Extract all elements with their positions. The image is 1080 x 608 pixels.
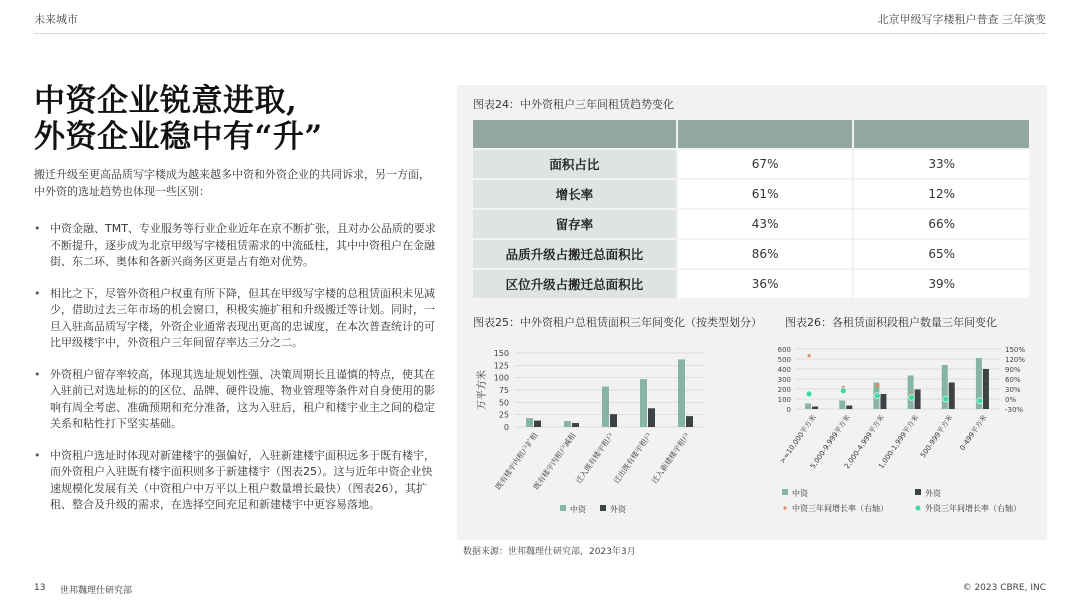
y-tick-label: 0 xyxy=(503,423,509,432)
y-tick-label: 500 xyxy=(777,356,791,364)
fig26-chart xyxy=(765,335,1045,525)
y2-tick-label: 30% xyxy=(1005,386,1021,394)
table-row xyxy=(473,150,1029,180)
bar-domestic xyxy=(805,404,811,410)
row-value-domestic: 61% xyxy=(678,180,855,210)
y-tick-label: 0 xyxy=(786,406,791,414)
legend-label: 中资 xyxy=(792,489,808,498)
bar-domestic xyxy=(526,418,533,427)
table-header-row xyxy=(473,120,1029,150)
growth-point-foreign xyxy=(874,393,880,399)
bar-domestic xyxy=(942,365,948,409)
row-value-foreign: 39% xyxy=(854,270,1029,300)
fig26-title: 图表26：各租赁面积段租户数量三年间变化 xyxy=(785,316,997,329)
footer-copyright: © 2023 CBRE, INC xyxy=(962,583,1046,593)
y-tick-label: 50 xyxy=(498,398,509,408)
page-number: 13 xyxy=(34,583,46,593)
row-value-domestic: 67% xyxy=(678,150,855,180)
table-row xyxy=(473,210,1029,240)
bullet-item: • 外资租户留存率较高，体现其选址规划性强、决策周期长且谨慎的特点，使其在入驻前已对选址标的的区位、品牌、硬件设施、物业管理等条件对自身使用的影响有周全考虑、准确预期和充分准备，这为入驻后，租户和楼宇业主之间的稳定关系和粘性打下坚实基础。 xyxy=(34,367,439,433)
bullet-item: • 相比之下，尽管外资租户权重有所下降，但其在甲级写字楼的总租赁面积未见减少，借助过去三年市场的机会窗口，积极实施扩租和升级搬迁等计划。同时，一旦入驻高品质写字楼，外资企业通常表现出更高的忠诚度，在本次普查统计的可比甲级楼宇中，外资租户三年间留存率达三分之二。 xyxy=(34,286,439,352)
row-value-foreign: 66% xyxy=(854,210,1029,240)
x-tick-label: 迁入新建楼宇租户 xyxy=(649,430,692,486)
y-tick-label: 600 xyxy=(777,346,791,354)
row-label: 增长率 xyxy=(473,180,678,210)
growth-point-foreign xyxy=(977,398,983,404)
legend-label: 中资 xyxy=(570,505,586,514)
table-header-cell xyxy=(473,120,678,150)
row-label: 面积占比 xyxy=(473,150,678,180)
bullet-item: • 中资租户选址时体现对新建楼宇的强偏好，入驻新建楼宇面积远多于既有楼宇，而外资租户入驻既有楼宇面积则多于新建楼宇（图表25）。这与近年中资企业快速规模化发展有关（中资租户中万平以上租户数量增长最快）（图表26），其扩租、整合及升级的需求，在选择空间充足和新建楼宇中更容易落地。 xyxy=(34,448,439,514)
title-line-2: 外资企业稳中有“升” xyxy=(34,119,323,155)
bar-domestic xyxy=(908,376,914,410)
x-tick-label: 既有楼宇内租户扩租 xyxy=(493,430,540,492)
legend-swatch xyxy=(600,505,606,511)
y-tick-label: 125 xyxy=(493,361,509,371)
y-tick-label: 100 xyxy=(493,373,509,383)
table-row xyxy=(473,240,1029,270)
x-tick-label: 迁出既有楼宇租户 xyxy=(611,430,654,486)
row-value-foreign: 65% xyxy=(854,240,1029,270)
y2-tick-label: 60% xyxy=(1005,376,1021,384)
legend-swatch xyxy=(783,506,786,509)
table-header-cell xyxy=(678,120,855,150)
y2-tick-label: 150% xyxy=(1005,346,1026,354)
table-header-cell xyxy=(854,120,1029,150)
growth-point-domestic xyxy=(876,384,879,387)
y-tick-label: 300 xyxy=(777,376,791,384)
header-divider xyxy=(34,33,1046,34)
x-tick-label: 500-999平方米 xyxy=(919,413,955,460)
y-tick-label: 150 xyxy=(493,349,509,358)
y-tick-label: 400 xyxy=(777,366,791,374)
bar-foreign xyxy=(610,414,617,427)
bar-foreign xyxy=(686,416,693,427)
growth-point-foreign xyxy=(806,391,812,397)
bar-domestic xyxy=(678,359,685,427)
row-label: 区位升级占搬迁总面积比 xyxy=(473,270,678,300)
table-row xyxy=(473,180,1029,210)
footer-org: 世邦魏理仕研究部 xyxy=(60,586,133,596)
x-tick-label: 既有楼宇内租户减租 xyxy=(531,430,578,492)
y2-tick-label: 90% xyxy=(1005,366,1021,374)
fig24-title: 图表24：中外资租户三年间租赁趋势变化 xyxy=(473,98,674,111)
growth-point-domestic xyxy=(807,354,810,357)
bar-foreign xyxy=(648,408,655,427)
bar-domestic xyxy=(602,387,609,427)
legend-label: 外资 xyxy=(925,489,941,498)
fig25-title: 图表25：中外资租户总租赁面积三年间变化（按类型划分） xyxy=(473,316,762,329)
bar-foreign xyxy=(846,406,852,410)
y2-tick-label: 0% xyxy=(1005,396,1017,404)
x-tick-label: 1,000-1,999平方米 xyxy=(877,413,921,471)
header-section-name: 未来城市 xyxy=(34,13,78,26)
bar-foreign xyxy=(880,394,886,409)
growth-point-foreign xyxy=(943,396,949,402)
bar-foreign xyxy=(572,423,579,427)
y-tick-label: 100 xyxy=(777,396,791,404)
title-line-1: 中资企业锐意进取, xyxy=(34,83,298,119)
row-value-domestic: 43% xyxy=(678,210,855,240)
legend-label: 外资三年间增长率（右轴） xyxy=(925,504,1021,513)
legend-label: 中资三年间增长率（右轴） xyxy=(792,504,888,513)
growth-point-foreign xyxy=(909,394,915,400)
y-tick-label: 75 xyxy=(498,386,509,395)
bullet-list xyxy=(34,221,439,529)
bar-foreign xyxy=(534,421,541,427)
row-value-foreign: 33% xyxy=(854,150,1029,180)
data-source-note: 数据来源：世邦魏理仕研究部，2023年3月 xyxy=(463,547,636,557)
x-tick-label: >=10,000平方米 xyxy=(778,413,818,466)
legend-swatch xyxy=(782,489,788,495)
x-tick-label: 5,000-9,999平方米 xyxy=(808,413,852,471)
legend-swatch xyxy=(915,489,921,495)
table-row xyxy=(473,270,1029,300)
legend-label: 外资 xyxy=(610,505,626,514)
x-tick-label: 迁入既有楼宇租户 xyxy=(573,430,616,486)
row-value-domestic: 36% xyxy=(678,270,855,300)
y2-tick-label: -30% xyxy=(1005,406,1024,414)
fig24-table xyxy=(473,120,1029,300)
header-report-title: 北京甲级写字楼租户普查 三年演变 xyxy=(877,13,1046,26)
legend-swatch xyxy=(916,506,921,511)
x-tick-label: 0-499平方米 xyxy=(958,413,989,453)
y-tick-label: 200 xyxy=(777,386,791,394)
bar-foreign xyxy=(949,383,955,410)
y-axis-label: 万平方米 xyxy=(477,370,488,410)
row-label: 留存率 xyxy=(473,210,678,240)
bar-domestic xyxy=(564,421,571,427)
bar-foreign xyxy=(812,407,818,410)
bar-foreign xyxy=(915,390,921,410)
bar-domestic xyxy=(640,379,647,427)
y2-tick-label: 120% xyxy=(1005,356,1026,364)
row-value-domestic: 86% xyxy=(678,240,855,270)
fig25-chart xyxy=(465,335,765,525)
page-title xyxy=(34,83,434,155)
x-tick-label: 2,000-4,999平方米 xyxy=(843,413,887,471)
legend-swatch xyxy=(560,505,566,511)
growth-point-foreign xyxy=(840,388,846,394)
y-tick-label: 25 xyxy=(498,410,509,420)
row-label: 品质升级占搬迁总面积比 xyxy=(473,240,678,270)
bar-domestic xyxy=(839,401,845,410)
bar-foreign xyxy=(983,369,989,409)
row-value-foreign: 12% xyxy=(854,180,1029,210)
intro-paragraph: 搬迁升级至更高品质写字楼成为越来越多中资和外资企业的共同诉求，另一方面，中外资的选址趋势也体现一些区别： xyxy=(34,168,430,198)
bullet-item: • 中资金融、TMT、专业服务等行业企业近年在京不断扩张，且对办公品质的要求不断提升，逐步成为北京甲级写字楼租赁需求的中流砥柱，其中中资租户在金融街、东二环、奥体和各新兴商务区更是占有绝对优势。 xyxy=(34,221,439,271)
